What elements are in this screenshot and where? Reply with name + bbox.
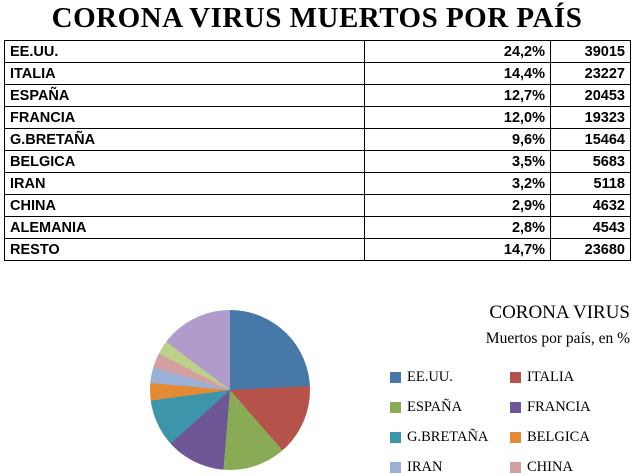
cell-percent: 14,4% xyxy=(365,63,551,85)
cell-deaths: 5683 xyxy=(551,151,631,173)
legend-item xyxy=(390,422,502,452)
cell-percent: 12,7% xyxy=(365,85,551,107)
cell-country: IRAN xyxy=(5,173,365,195)
legend-swatch-icon xyxy=(510,462,521,473)
table-row xyxy=(5,195,631,217)
legend-item xyxy=(510,422,622,452)
table-row xyxy=(5,85,631,107)
table-row xyxy=(5,239,631,261)
table-row xyxy=(5,217,631,239)
cell-percent: 2,9% xyxy=(365,195,551,217)
cell-percent: 12,0% xyxy=(365,107,551,129)
legend xyxy=(390,362,630,476)
legend-item xyxy=(510,362,622,392)
legend-item xyxy=(510,392,622,422)
chart-title: CORONA VIRUS xyxy=(489,302,630,323)
cell-deaths: 15464 xyxy=(551,129,631,151)
table-row xyxy=(5,129,631,151)
table-row xyxy=(5,173,631,195)
deaths-table-body xyxy=(5,41,631,261)
page-title: CORONA VIRUS MUERTOS POR PAÍS xyxy=(51,2,583,34)
legend-label: FRANCIA xyxy=(527,398,591,415)
legend-label: G.BRETAÑA xyxy=(407,428,489,445)
cell-percent: 14,7% xyxy=(365,239,551,261)
cell-deaths: 19323 xyxy=(551,107,631,129)
cell-country: RESTO xyxy=(5,239,365,261)
legend-label: CHINA xyxy=(527,458,573,475)
legend-label: ITALIA xyxy=(527,368,575,385)
pie-chart-panel xyxy=(0,296,634,476)
legend-swatch-icon xyxy=(510,402,521,413)
legend-item xyxy=(390,392,502,422)
cell-percent: 24,2% xyxy=(365,41,551,63)
cell-deaths: 4543 xyxy=(551,217,631,239)
cell-country: EE.UU. xyxy=(5,41,365,63)
legend-swatch-icon xyxy=(390,432,401,443)
cell-deaths: 4632 xyxy=(551,195,631,217)
cell-country: FRANCIA xyxy=(5,107,365,129)
legend-block xyxy=(390,302,630,476)
legend-label: ESPAÑA xyxy=(407,398,463,415)
cell-percent: 9,6% xyxy=(365,129,551,151)
legend-item xyxy=(390,452,502,476)
cell-deaths: 23680 xyxy=(551,239,631,261)
legend-swatch-icon xyxy=(510,432,521,443)
legend-label: BELGICA xyxy=(527,428,590,445)
table-row xyxy=(5,151,631,173)
cell-country: G.BRETAÑA xyxy=(5,129,365,151)
cell-percent: 3,5% xyxy=(365,151,551,173)
deaths-table-wrapper xyxy=(4,40,630,261)
cell-country: CHINA xyxy=(5,195,365,217)
legend-swatch-icon xyxy=(390,372,401,383)
legend-item xyxy=(390,362,502,392)
cell-deaths: 5118 xyxy=(551,173,631,195)
cell-country: ALEMANIA xyxy=(5,217,365,239)
cell-percent: 3,2% xyxy=(365,173,551,195)
table-row xyxy=(5,63,631,85)
table-row xyxy=(5,107,631,129)
deaths-table xyxy=(4,40,631,261)
pie-slices xyxy=(150,310,310,470)
chart-subtitle: Muertos por país, en % xyxy=(485,330,630,347)
cell-country: ITALIA xyxy=(5,63,365,85)
pie-chart xyxy=(150,310,310,470)
cell-country: ESPAÑA xyxy=(5,85,365,107)
legend-label: EE.UU. xyxy=(407,368,453,385)
cell-country: BELGICA xyxy=(5,151,365,173)
legend-swatch-icon xyxy=(390,462,401,473)
cell-deaths: 20453 xyxy=(551,85,631,107)
legend-label: IRAN xyxy=(407,458,443,475)
cell-deaths: 39015 xyxy=(551,41,631,63)
legend-swatch-icon xyxy=(510,372,521,383)
table-row xyxy=(5,41,631,63)
legend-swatch-icon xyxy=(390,402,401,413)
legend-item xyxy=(510,452,622,476)
cell-deaths: 23227 xyxy=(551,63,631,85)
cell-percent: 2,8% xyxy=(365,217,551,239)
